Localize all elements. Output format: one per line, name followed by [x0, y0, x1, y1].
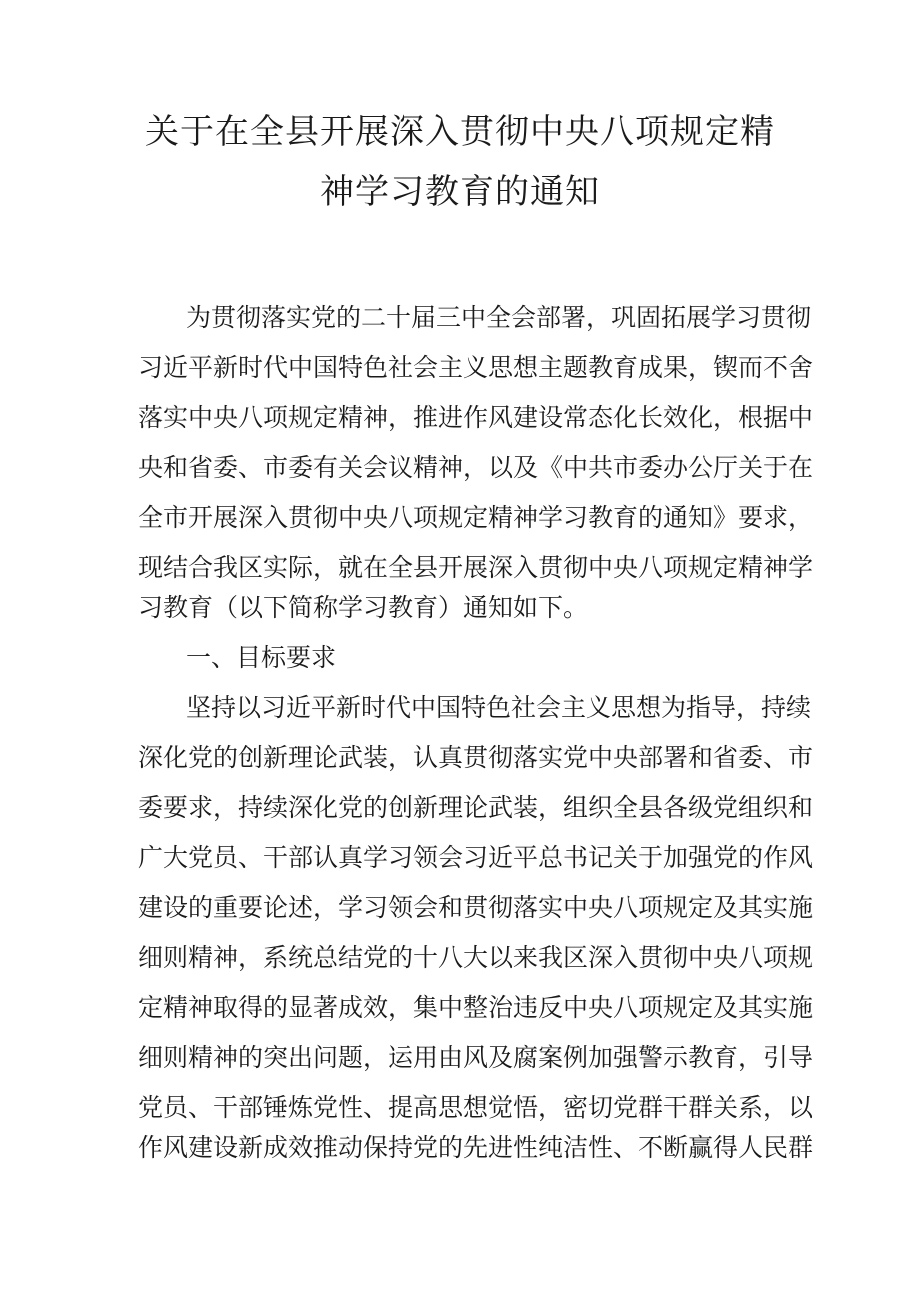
paragraph-line: 坚持以习近平新时代中国特色社会主义思想为指导，持续 [186, 693, 812, 722]
paragraph-line: 委要求，持续深化党的创新理论武装，组织全县各级党组织和 [138, 793, 814, 822]
paragraph-line: 广大党员、干部认真学习领会习近平总书记关于加强党的作风 [138, 843, 814, 872]
paragraph-line: 建设的重要论述，学习领会和贯彻落实中央八项规定及其实施 [138, 893, 814, 922]
paragraph-line: 细则精神，系统总结党的十八大以来我区深入贯彻中央八项规 [138, 943, 814, 972]
paragraph-line: 落实中央八项规定精神，推进作风建设常态化长效化，根据中 [138, 403, 814, 432]
document-title-line-2: 神学习教育的通知 [320, 172, 600, 212]
paragraph-line: 作风建设新成效推动保持党的先进性纯洁性、不断赢得人民群 [138, 1133, 814, 1162]
paragraph-line: 习近平新时代中国特色社会主义思想主题教育成果，锲而不舍 [138, 353, 814, 382]
paragraph-line: 习教育（以下简称学习教育）通知如下。 [138, 593, 589, 622]
section-heading: 一、目标要求 [186, 643, 337, 672]
paragraph-line: 定精神取得的显著成效，集中整治违反中央八项规定及其实施 [138, 993, 814, 1022]
paragraph-line: 细则精神的突出问题，运用由风及腐案例加强警示教育，引导 [138, 1043, 814, 1072]
paragraph-line: 央和省委、市委有关会议精神，以及《中共市委办公厅关于在 [138, 453, 814, 482]
document-title-line-1: 关于在全县开展深入贯彻中央八项规定精 [145, 112, 775, 152]
paragraph-line: 深化党的创新理论武装，认真贯彻落实党中央部署和省委、市 [138, 743, 814, 772]
paragraph-line: 全市开展深入贯彻中央八项规定精神学习教育的通知》要求， [138, 503, 814, 532]
paragraph-line: 党员、干部锤炼党性、提高思想觉悟，密切党群干群关系，以 [138, 1093, 814, 1122]
paragraph-line: 现结合我区实际，就在全县开展深入贯彻中央八项规定精神学 [138, 553, 814, 582]
paragraph-line: 为贯彻落实党的二十届三中全会部署，巩固拓展学习贯彻 [186, 303, 812, 332]
